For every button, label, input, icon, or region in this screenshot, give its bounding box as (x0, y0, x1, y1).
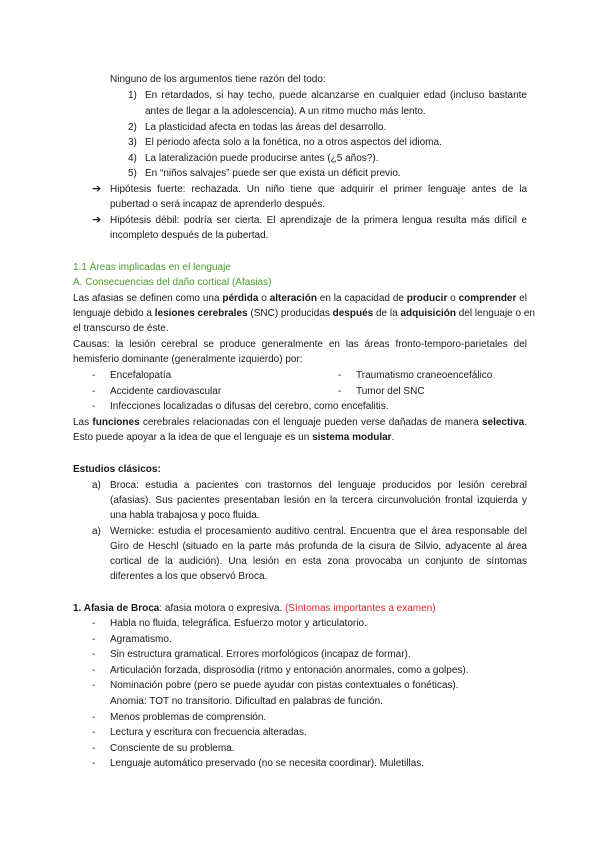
list-marker: a) (92, 480, 101, 491)
dash-bullet: - (92, 370, 96, 381)
dash-bullet: - (92, 727, 96, 738)
broca-heading: 1. Afasia de Broca: afasia motora o expresiva. (Síntomas importantes a examen) (73, 603, 436, 614)
dash-bullet: - (92, 401, 96, 412)
list-number: 1) (128, 90, 137, 101)
list-item: En retardados, si hay techo, puede alcanzarse en cualquier edad (incluso bastante (145, 90, 527, 101)
dash-bullet: - (92, 386, 96, 397)
symptom-item: Habla no fluida, telegráfica. Esfuerzo motor y articulatorio. (110, 618, 367, 629)
dash-bullet: - (92, 758, 96, 769)
paragraph-afasias-line3: el transcurso de éste. (73, 323, 169, 334)
symptom-item: Menos problemas de comprensión. (110, 712, 267, 723)
dash-bullet: - (338, 370, 342, 381)
estudio-wernicke-line: Giro de Heschl (situado en la parte más profunda de la cisura de Silvio, adyacente al área (110, 541, 527, 552)
list-number: 3) (128, 137, 137, 148)
estudio-broca-line: (afasias). Sus pacientes presentaban lesión en la tercera circunvolución frontal izquierda y (110, 495, 527, 506)
causas-line1: Causas: la lesión cerebral se produce generalmente en las áreas fronto-temporo-parietales del (73, 339, 527, 350)
dash-bullet: - (92, 680, 96, 691)
hypothesis-strong: Hipótesis fuerte: rechazada. Un niño tiene que adquirir el primer lenguaje antes de la (110, 184, 527, 195)
estudio-wernicke-line: diferentes a los que observó Broca. (110, 571, 268, 582)
dash-bullet: - (338, 386, 342, 397)
section-title: 1.1 Áreas implicadas en el lenguaje (73, 262, 231, 273)
paragraph-afasias-line2: lenguaje debido a lesiones cerebrales (SNC) producidas después de la adquisición del lenguaje o en (73, 308, 535, 319)
paragraph-funciones-line1: Las funciones cerebrales relacionadas con el lenguaje pueden verse dañadas de manera selectiva. (73, 417, 527, 428)
cause-item: Accidente cardiovascular (110, 386, 222, 397)
dash-bullet: - (92, 665, 96, 676)
arrow-bullet-icon: ➔ (92, 213, 102, 226)
dash-bullet: - (92, 712, 96, 723)
symptom-item: Lectura y escritura con frecuencia alteradas. (110, 727, 307, 738)
dash-bullet: - (92, 634, 96, 645)
estudio-wernicke-line: cortical de la audición). Una lesión en esta zona provocaba un conjunto de síntomas (110, 556, 527, 567)
cause-item: Tumor del SNC (356, 386, 425, 397)
list-number: 2) (128, 122, 137, 133)
cause-item: Infecciones localizadas o difusas del cerebro, como encefalitis. (110, 401, 389, 412)
symptom-item: Agramatismo. (110, 634, 172, 645)
cause-item: Encefalopatía (110, 370, 172, 381)
list-number: 5) (128, 168, 137, 179)
hypothesis-strong-cont: pubertad o será incapaz de aprenderlo después. (110, 199, 326, 210)
hypothesis-weak: Hipótesis débil: podría ser cierta. El aprendizaje de la primera lengua resulta más difícil e (110, 215, 527, 226)
list-item: La lateralización puede producirse antes (¿5 años?). (145, 153, 379, 164)
estudio-broca-line: una habla trabajosa y poco fluida. (110, 510, 260, 521)
causas-line2: hemisferio dominante (generalmente izquierdo) por: (73, 354, 303, 365)
estudios-title: Estudios clásicos: (73, 464, 161, 475)
dash-bullet: - (92, 649, 96, 660)
list-number: 4) (128, 153, 137, 164)
hypothesis-weak-cont: incompleto después de la pubertad. (110, 230, 269, 241)
list-item: En “niños salvajes” puede ser que exista un déficit previo. (145, 168, 401, 179)
cause-item: Traumatismo craneoencefálico (356, 370, 493, 381)
intro-lead: Ninguno de los argumentos tiene razón del todo: (110, 74, 326, 85)
estudio-wernicke-line: Wernicke: estudia el procesamiento auditivo central. Encuentra que el área responsable del (110, 526, 527, 537)
section-subtitle: A. Consecuencias del daño cortical (Afasias) (73, 277, 272, 288)
list-item: La plasticidad afecta en todas las áreas del desarrollo. (145, 122, 387, 133)
list-item: antes de llegar a la adolescencia). A un ritmo mucho más lento. (145, 106, 426, 117)
symptom-item: Articulación forzada, disprosodia (ritmo y entonación anormales, como a golpes). (110, 665, 469, 676)
paragraph-funciones-line2: Esto puede apoyar a la idea de que el lenguaje es un sistema modular. (73, 432, 395, 443)
dash-bullet: - (92, 743, 96, 754)
paragraph-afasias-line1: Las afasias se definen como una pérdida o alteración en la capacidad de producir o comprender el (73, 293, 528, 304)
symptom-anomia: Anomia: TOT no transitorio. Dificultad en palabras de función. (110, 696, 383, 707)
symptom-item: Nominación pobre (pero se puede ayudar con pistas contextuales o fonéticas). (110, 680, 459, 691)
arrow-bullet-icon: ➔ (92, 182, 102, 195)
symptom-item: Consciente de su problema. (110, 743, 235, 754)
symptom-item: Sin estructura gramatical. Errores morfológicos (incapaz de formar). (110, 649, 411, 660)
symptom-item: Lenguaje automático preservado (no se necesita coordinar). Muletillas. (110, 758, 425, 769)
list-item: El periodo afecta solo a la fonética, no a otros aspectos del idioma. (145, 137, 442, 148)
estudio-broca-line: Broca: estudia a pacientes con trastornos del lenguaje producidos por lesión cerebral (110, 480, 527, 491)
list-marker: a) (92, 526, 101, 537)
dash-bullet: - (92, 618, 96, 629)
